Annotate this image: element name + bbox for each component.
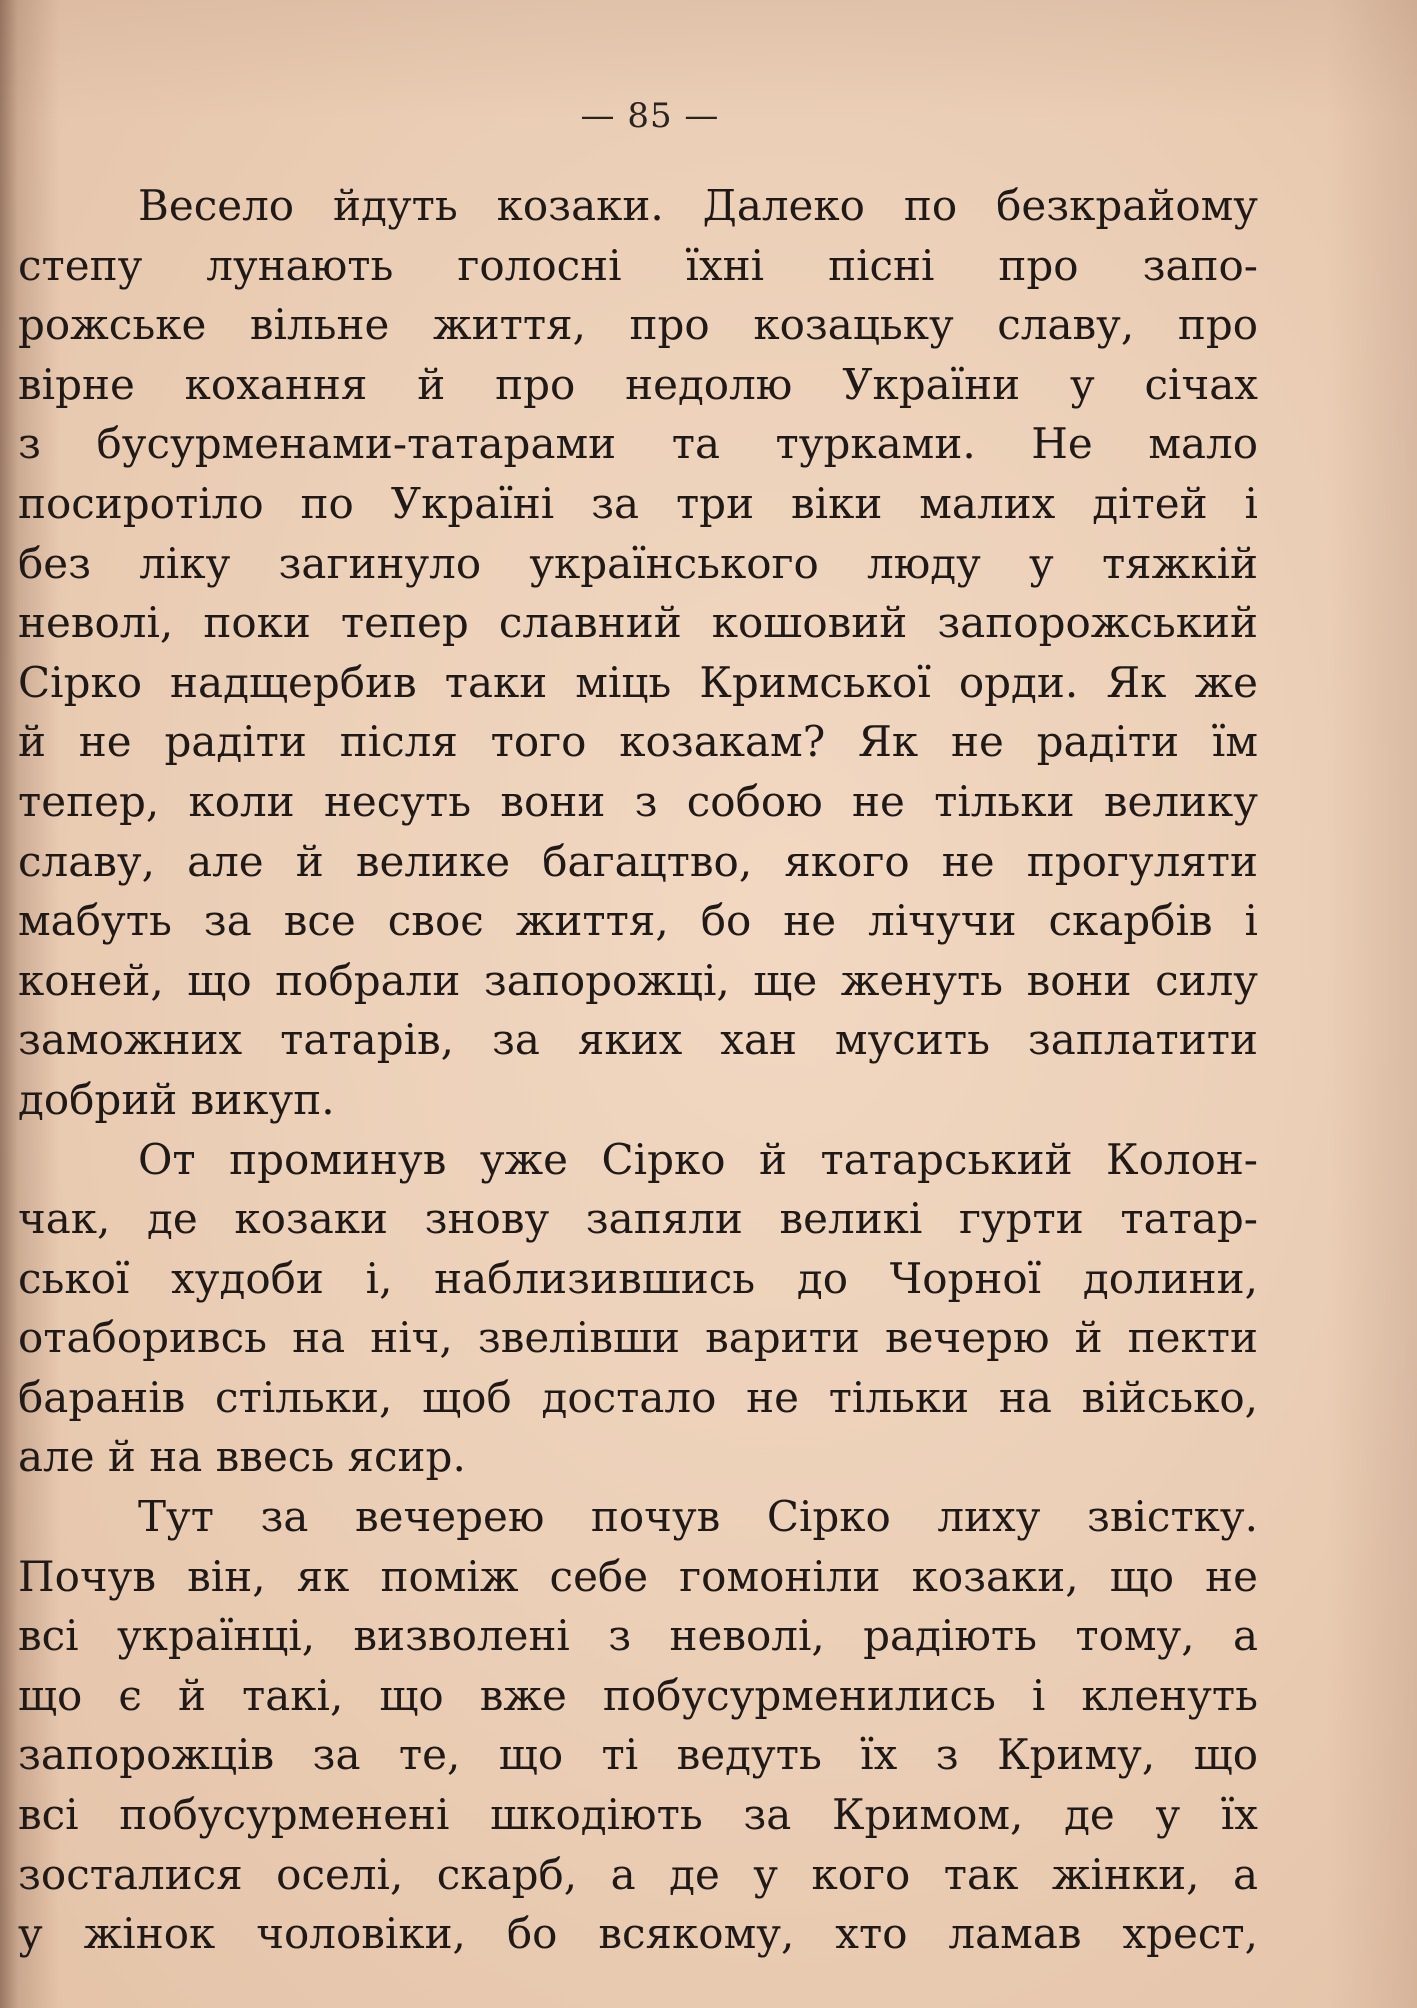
text-line: добрий викуп. [18, 1074, 335, 1124]
text-line: славу, але й велике багацтво, якого не прогуляти [18, 836, 1258, 886]
text-line: коней, що побрали запорожці, ще женуть вони силу [18, 955, 1258, 1005]
text-line: що є й такі, що вже побусурменились і кленуть [18, 1670, 1258, 1720]
text-line: неволі, поки тепер славний кошовий запорожський [18, 598, 1258, 648]
text-line: запорожців за те, що ті ведуть їх з Криму, що [18, 1730, 1258, 1780]
text-line: Весело йдуть козаки. Далеко по безкрайому [138, 181, 1258, 230]
text-line: без ліку загинуло українського люду у тяжкій [18, 538, 1258, 588]
text-line: зосталися оселі, скарб, а де у кого так жінки, а [18, 1849, 1258, 1899]
text-line: От проминув уже Сірко й татарський Колон- [138, 1134, 1258, 1184]
text-line: рожське вільне життя, про козацьку славу, про [18, 300, 1258, 350]
text-line: баранів стільки, щоб досталo не тільки на військо, [18, 1372, 1258, 1422]
text-line: й не радіти після того козакам? Як не радіти їм [18, 717, 1258, 767]
text-line: всі українці, визволені з неволі, радіють тому, а [18, 1611, 1258, 1661]
body-text [18, 176, 1258, 1964]
text-line: у жінок чоловіки, бо всякому, хто ламав хрест, [18, 1909, 1258, 1959]
text-line: отаборивсь на ніч, звелівши варити вечерю й пекти [18, 1313, 1258, 1363]
text-line: ської худоби і, наблизившись до Чорної долини, [18, 1253, 1258, 1303]
text-line: степу лунають голосні їхні пісні про запо- [18, 240, 1258, 290]
text-line: заможних татарів, за яких хан мусить заплатити [18, 1015, 1258, 1065]
text-line: Тут за вечерею почув Сірко лиху звістку. [138, 1492, 1258, 1542]
text-line: всі побусурменені шкодіють за Кримом, де у їх [18, 1790, 1258, 1840]
page-number: — 85 — [580, 96, 720, 136]
text-line: вірне кохання й про недолю України у січах [18, 359, 1258, 409]
text-line: тепер, коли несуть вони з собою не тільки велику [18, 776, 1258, 826]
text-line: з бусурменами-татарами та турками. Не мало [18, 419, 1258, 469]
text-line: Сірко надщербив таки міць Кримської орди. Як же [18, 657, 1258, 707]
text-line: посиротіло по Україні за три віки малих дітей і [18, 478, 1258, 528]
text-line: але й на ввесь ясир. [18, 1432, 466, 1482]
text-line: мабуть за все своє життя, бо не лічучи скарбів і [18, 896, 1258, 946]
text-line: Почув він, як поміж себе гомоніли козаки, що не [18, 1551, 1258, 1601]
text-line: чак, де козаки знову запяли великі гурти татар- [18, 1194, 1258, 1244]
